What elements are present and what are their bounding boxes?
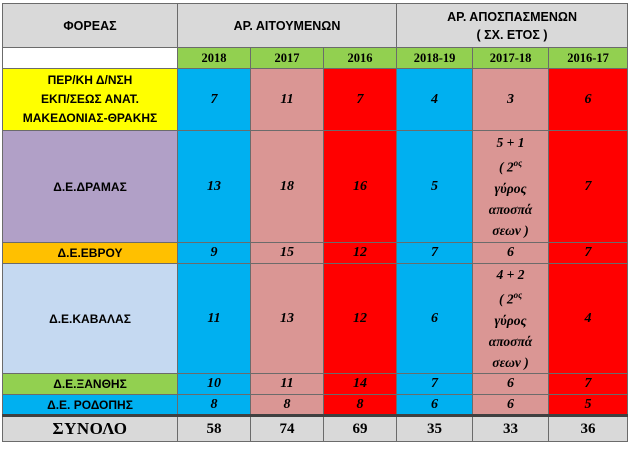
seconded-header: [397, 4, 628, 48]
year-requested-2017: 2017: [251, 48, 324, 69]
cell-seconded-2016-17: 7: [549, 243, 628, 264]
total-seconded-2018-19: 35: [397, 416, 473, 442]
table-row: [3, 243, 628, 264]
total-seconded-2016-17: 36: [549, 416, 628, 442]
row-label-evros: Δ.Ε.ΕΒΡΟΥ: [3, 243, 178, 264]
cell-requested-2018: 11: [178, 264, 251, 374]
cell-requested-2017: 11: [251, 69, 324, 131]
cell-requested-2017: 15: [251, 243, 324, 264]
table-row: [3, 395, 628, 416]
cell-seconded-2018-19: 7: [397, 243, 473, 264]
table-row: [3, 69, 628, 131]
cell-seconded-2016-17: 7: [549, 374, 628, 395]
year-row-blank: [3, 48, 178, 69]
year-seconded-2016-17: 2016-17: [549, 48, 628, 69]
cell-requested-2016: 16: [324, 131, 397, 243]
cell-requested-2016: 14: [324, 374, 397, 395]
header-row: [3, 4, 628, 48]
year-seconded-2017-18: 2017-18: [473, 48, 549, 69]
cell-seconded-2017-18: 3: [473, 69, 549, 131]
cell-seconded-2017-18: 6: [473, 243, 549, 264]
table-row: [3, 264, 628, 374]
cell-seconded-2016-17: 4: [549, 264, 628, 374]
cell-requested-2018: 9: [178, 243, 251, 264]
cell-seconded-2018-19: 5: [397, 131, 473, 243]
requested-header: ΑΡ. ΑΙΤΟΥΜΕΝΩΝ: [178, 4, 397, 48]
cell-requested-2016: 8: [324, 395, 397, 416]
total-requested-2018: 58: [178, 416, 251, 442]
cell-requested-2018: 10: [178, 374, 251, 395]
row-label-regional-directorate: ΠΕΡ/ΚΗ Δ/ΝΣΗ ΕΚΠ/ΣΕΩΣ ΑΝΑΤ. ΜΑΚΕΔΟΝΙΑΣ-ΘΡΑΚΗΣ: [3, 69, 178, 131]
cell-seconded-2018-19: 7: [397, 374, 473, 395]
cell-seconded-2018-19: 4: [397, 69, 473, 131]
seconded-header-line2: ( ΣΧ. ΕΤΟΣ ): [476, 27, 548, 42]
cell-requested-2018: 13: [178, 131, 251, 243]
cell-seconded-2017-18: 6: [473, 374, 549, 395]
cell-seconded-2016-17: 5: [549, 395, 628, 416]
total-seconded-2017-18: 33: [473, 416, 549, 442]
year-requested-2018: 2018: [178, 48, 251, 69]
year-seconded-2018-19: 2018-19: [397, 48, 473, 69]
row-label-xanthi: Δ.Ε.ΞΑΝΘΗΣ: [3, 374, 178, 395]
row-label-rodopi: Δ.Ε. ΡΟΔΟΠΗΣ: [3, 395, 178, 416]
total-row: [3, 416, 628, 442]
cell-seconded-2017-18-note: 5 + 1 ( $2^{o\varsigma}$ γύρος αποσπά σεων ): [473, 131, 549, 243]
cell-requested-2016: 7: [324, 69, 397, 131]
cell-requested-2017: 8: [251, 395, 324, 416]
table-row: [3, 131, 628, 243]
total-requested-2017: 74: [251, 416, 324, 442]
cell-requested-2017: 11: [251, 374, 324, 395]
cell-requested-2016: 12: [324, 243, 397, 264]
secondments-table: [2, 3, 628, 442]
cell-requested-2018: 8: [178, 395, 251, 416]
year-row: [3, 48, 628, 69]
cell-seconded-2017-18-note: 4 + 2 ( $2^{o\varsigma}$ γύρος αποσπά σεων ): [473, 264, 549, 374]
entity-header: ΦΟΡΕΑΣ: [3, 4, 178, 48]
cell-seconded-2018-19: 6: [397, 264, 473, 374]
cell-seconded-2017-18: 6: [473, 395, 549, 416]
cell-seconded-2018-19: 6: [397, 395, 473, 416]
cell-requested-2017: 13: [251, 264, 324, 374]
cell-seconded-2016-17: 7: [549, 131, 628, 243]
cell-requested-2016: 12: [324, 264, 397, 374]
row-label-kavala: Δ.Ε.ΚΑΒΑΛΑΣ: [3, 264, 178, 374]
row-label-drama: Δ.Ε.ΔΡΑΜΑΣ: [3, 131, 178, 243]
total-requested-2016: 69: [324, 416, 397, 442]
table-row: [3, 374, 628, 395]
total-label: ΣΥΝΟΛΟ: [3, 416, 178, 442]
seconded-header-line1: ΑΡ. ΑΠΟΣΠΑΣΜΕΝΩΝ: [447, 9, 577, 24]
cell-seconded-2016-17: 6: [549, 69, 628, 131]
year-requested-2016: 2016: [324, 48, 397, 69]
cell-requested-2017: 18: [251, 131, 324, 243]
cell-requested-2018: 7: [178, 69, 251, 131]
